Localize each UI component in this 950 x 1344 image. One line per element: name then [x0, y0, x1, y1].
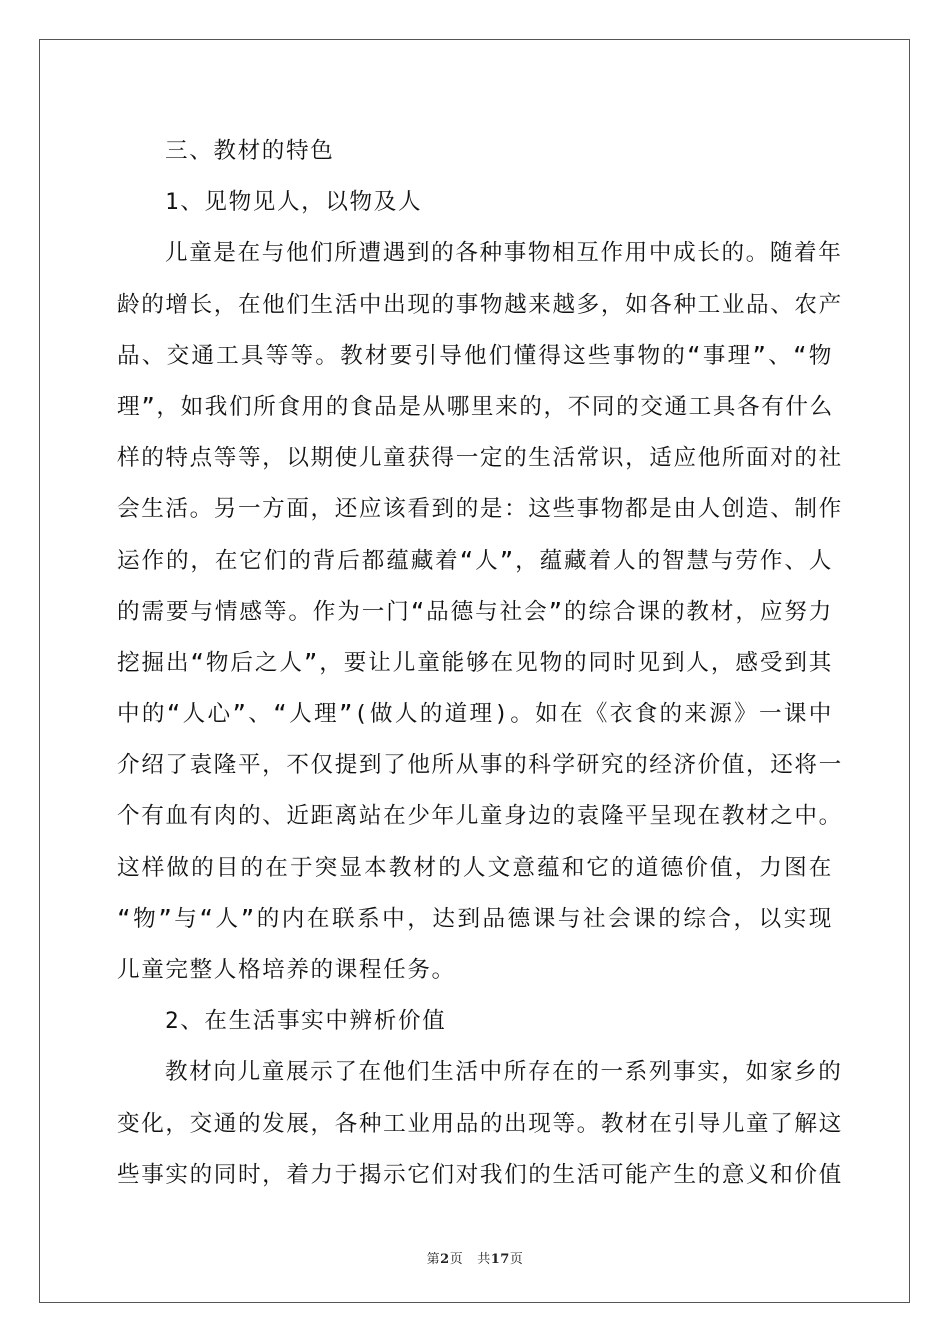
paragraph-1	[117, 228, 843, 996]
paragraph-line: 运作的，在它们的背后都蕴藏着“人”，蕴藏着人的智慧与劳作、人	[117, 547, 833, 574]
paragraph-2	[117, 1047, 843, 1201]
footer-total-prefix: 共	[477, 1252, 491, 1267]
document-body	[117, 126, 843, 1201]
footer-total-suffix: 页	[509, 1252, 524, 1267]
footer-prefix: 第	[426, 1252, 441, 1267]
paragraph-line: 品、交通工具等等。教材要引导他们懂得这些事物的“事理”、“物	[117, 342, 833, 369]
footer-page-suffix: 页	[449, 1252, 464, 1267]
paragraph-line: 个有血有肉的、近距离站在少年儿童身边的袁隆平呈现在教材之中。	[117, 803, 843, 830]
paragraph-line: 儿童是在与他们所遭遇到的各种事物相互作用中成长的。随着年	[165, 240, 843, 267]
paragraph-line: 这样做的目的在于突显本教材的人文意蕴和它的道德价值，力图在	[117, 854, 833, 881]
section-heading: 三、教材的特色	[165, 138, 335, 164]
paragraph-line: 儿童完整人格培养的课程任务。	[117, 957, 456, 983]
paragraph-line: 挖掘出“物后之人”，要让儿童能够在见物的同时见到人，感受到其	[117, 649, 833, 676]
page-number: 2	[440, 1252, 450, 1267]
subsection-heading-2: 2、在生活事实中辨析价值	[165, 1008, 447, 1035]
page-footer	[0, 1248, 950, 1267]
paragraph-line: 变化，交通的发展，各种工业用品的出现等。教材在引导儿童了解这	[117, 1110, 843, 1137]
paragraph-line: 中的“人心”、“人理”(做人的道理)。如在《衣食的来源》一课中	[117, 701, 833, 728]
paragraph-line: 教材向儿童展示了在他们生活中所存在的一系列事实，如家乡的	[165, 1059, 843, 1086]
paragraph-line: 龄的增长，在他们生活中出现的事物越来越多，如各种工业品、农产	[117, 291, 843, 318]
paragraph-line: 理”，如我们所食用的食品是从哪里来的，不同的交通工具各有什么	[117, 393, 834, 420]
subsection-heading-1: 1、见物见人，以物及人	[165, 189, 423, 216]
paragraph-line: 些事实的同时，着力于揭示它们对我们的生活可能产生的意义和价值	[117, 1161, 843, 1188]
total-pages: 17	[490, 1252, 510, 1267]
paragraph-line: “物”与“人”的内在联系中，达到品德课与社会课的综合，以实现	[117, 905, 833, 932]
paragraph-line: 样的特点等等，以期使儿童获得一定的生活常识，适应他所面对的社	[117, 445, 843, 472]
paragraph-line: 会生活。另一方面，还应该看到的是：这些事物都是由人创造、制作	[117, 496, 843, 523]
paragraph-line: 的需要与情感等。作为一门“品德与社会”的综合课的教材，应努力	[117, 598, 833, 625]
paragraph-line: 介绍了袁隆平，不仅提到了他所从事的科学研究的经济价值，还将一	[117, 752, 843, 779]
